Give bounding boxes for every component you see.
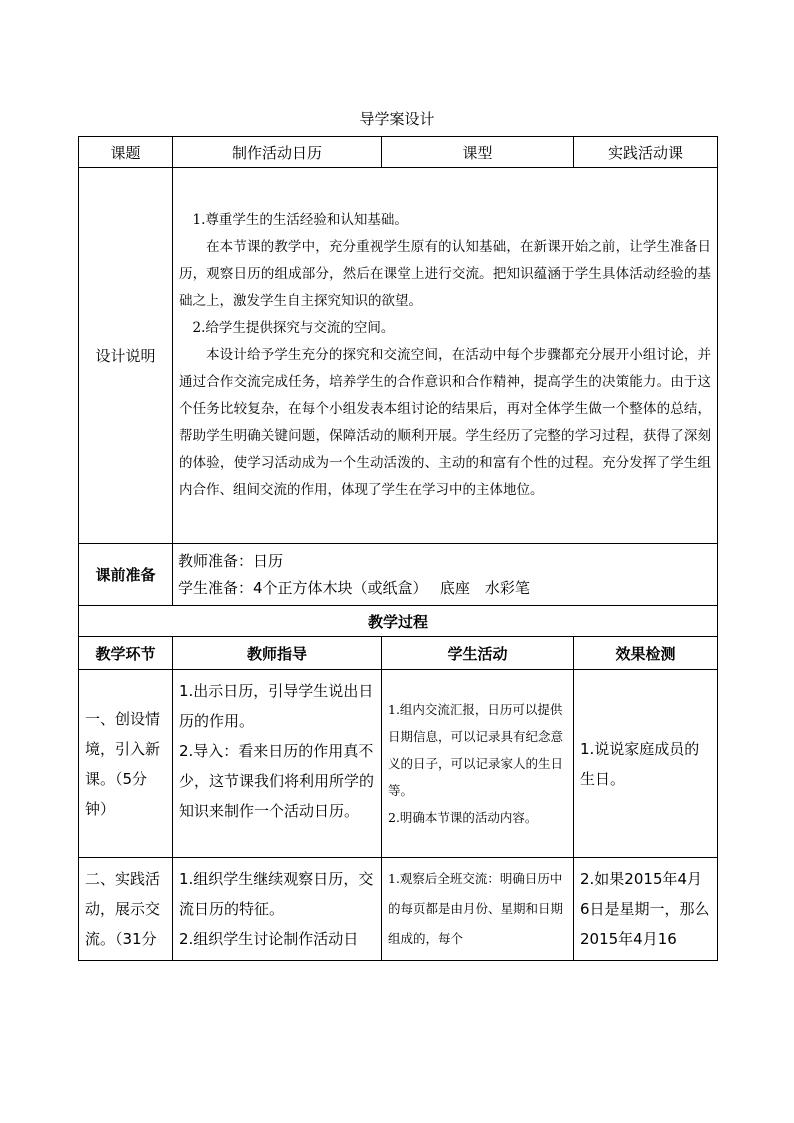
column-header-student: 学生活动 [382, 637, 574, 670]
student-step: 2.明确本节课的活动内容。 [388, 810, 538, 825]
stage-cell: 一、创设情境，引入新课。（5分钟） [79, 670, 173, 858]
design-paragraph-1: 在本节课的教学中，充分重视学生原有的认知基础，在新课开始之前，让学生准备日历，观察日历的组成部分，然后在课堂上进行交流。把知识蕴涵于学生具体活动经验的基础之上，激发学生自主探究知识的欲望。 [179, 238, 711, 309]
teacher-guidance-cell [173, 858, 382, 961]
prep-row [79, 544, 718, 606]
design-point-2: 2.给学生提供探究与交流的空间。 [192, 319, 395, 336]
teacher-guidance-cell [173, 670, 382, 858]
stage-text: 二、实践活动，展示交流。（31分 [85, 870, 161, 948]
topic-label: 课题 [79, 137, 173, 168]
teacher-step: 2.组织学生讨论制作活动日 [179, 930, 359, 948]
design-label: 设计说明 [79, 168, 173, 544]
student-step: 1.观察后全班交流：明确日历中的每页都是由月份、星期和日期组成的，每个 [388, 871, 564, 946]
design-paragraph-2: 本设计给予学生充分的探究和交流空间，在活动中每个步骤都充分展开小组讨论，并通过合作交流完成任务，培养学生的合作意识和合作精神，提高学生的决策能力。由于这个任务比较复杂，在每个小组发表本组讨论的结果后，再对全体学生做一个整体的总结，帮助学生明确关键问题，保障活动的顺利开展。学生经历了完整的学习过程，获得了深刻的体验，使学习活动成为一个生动活泼的、主动的和富有个性的过程。充分发挥了学生组内合作、组间交流的作用，体现了学生在学习中的主体地位。 [179, 346, 711, 498]
effect-check-cell [574, 858, 718, 961]
teacher-prep: 教师准备：日历 [178, 551, 284, 570]
topic-value: 制作活动日历 [173, 137, 382, 168]
type-label: 课型 [382, 137, 574, 168]
column-header-teacher: 教师指导 [173, 637, 382, 670]
header-row [79, 137, 718, 168]
process-heading: 教学过程 [79, 606, 718, 637]
teacher-step: 2.导入：看来日历的作用真不少，这节课我们将利用所学的知识来制作一个活动日历。 [179, 742, 375, 820]
design-row [79, 168, 718, 544]
column-header-row [79, 637, 718, 670]
student-activity-cell [382, 670, 574, 858]
check-item: 1.说说家庭成员的生日。 [580, 739, 700, 788]
stage-cell [79, 858, 173, 961]
effect-check-cell [574, 670, 718, 858]
table-row [79, 858, 718, 961]
student-activity-cell [382, 858, 574, 961]
prep-label: 课前准备 [79, 544, 173, 606]
type-value: 实践活动课 [574, 137, 718, 168]
lesson-plan-table [78, 136, 718, 961]
column-header-check: 效果检测 [574, 637, 718, 670]
design-content [173, 168, 718, 544]
design-point-1: 1.尊重学生的生活经验和认知基础。 [192, 211, 408, 228]
process-heading-row [79, 606, 718, 637]
column-header-stage: 教学环节 [79, 637, 173, 670]
prep-content [173, 544, 718, 606]
page-title: 导学案设计 [359, 110, 435, 128]
student-step: 1.组内交流汇报，日历可以提供日期信息，可以记录具有纪念意义的日子，可以记录家人的生日等。 [388, 702, 564, 798]
table-row [79, 670, 718, 858]
teacher-step: 1.出示日历，引导学生说出日历的作用。 [179, 682, 374, 730]
student-prep: 学生准备：4个正方体木块（或纸盒） 底座 水彩笔 [178, 578, 530, 597]
teacher-step: 1.组织学生继续观察日历，交流日历的特征。 [179, 870, 374, 918]
check-item: 2.如果2015年4月6日是星期一，那么2015年4月16 [580, 870, 710, 948]
